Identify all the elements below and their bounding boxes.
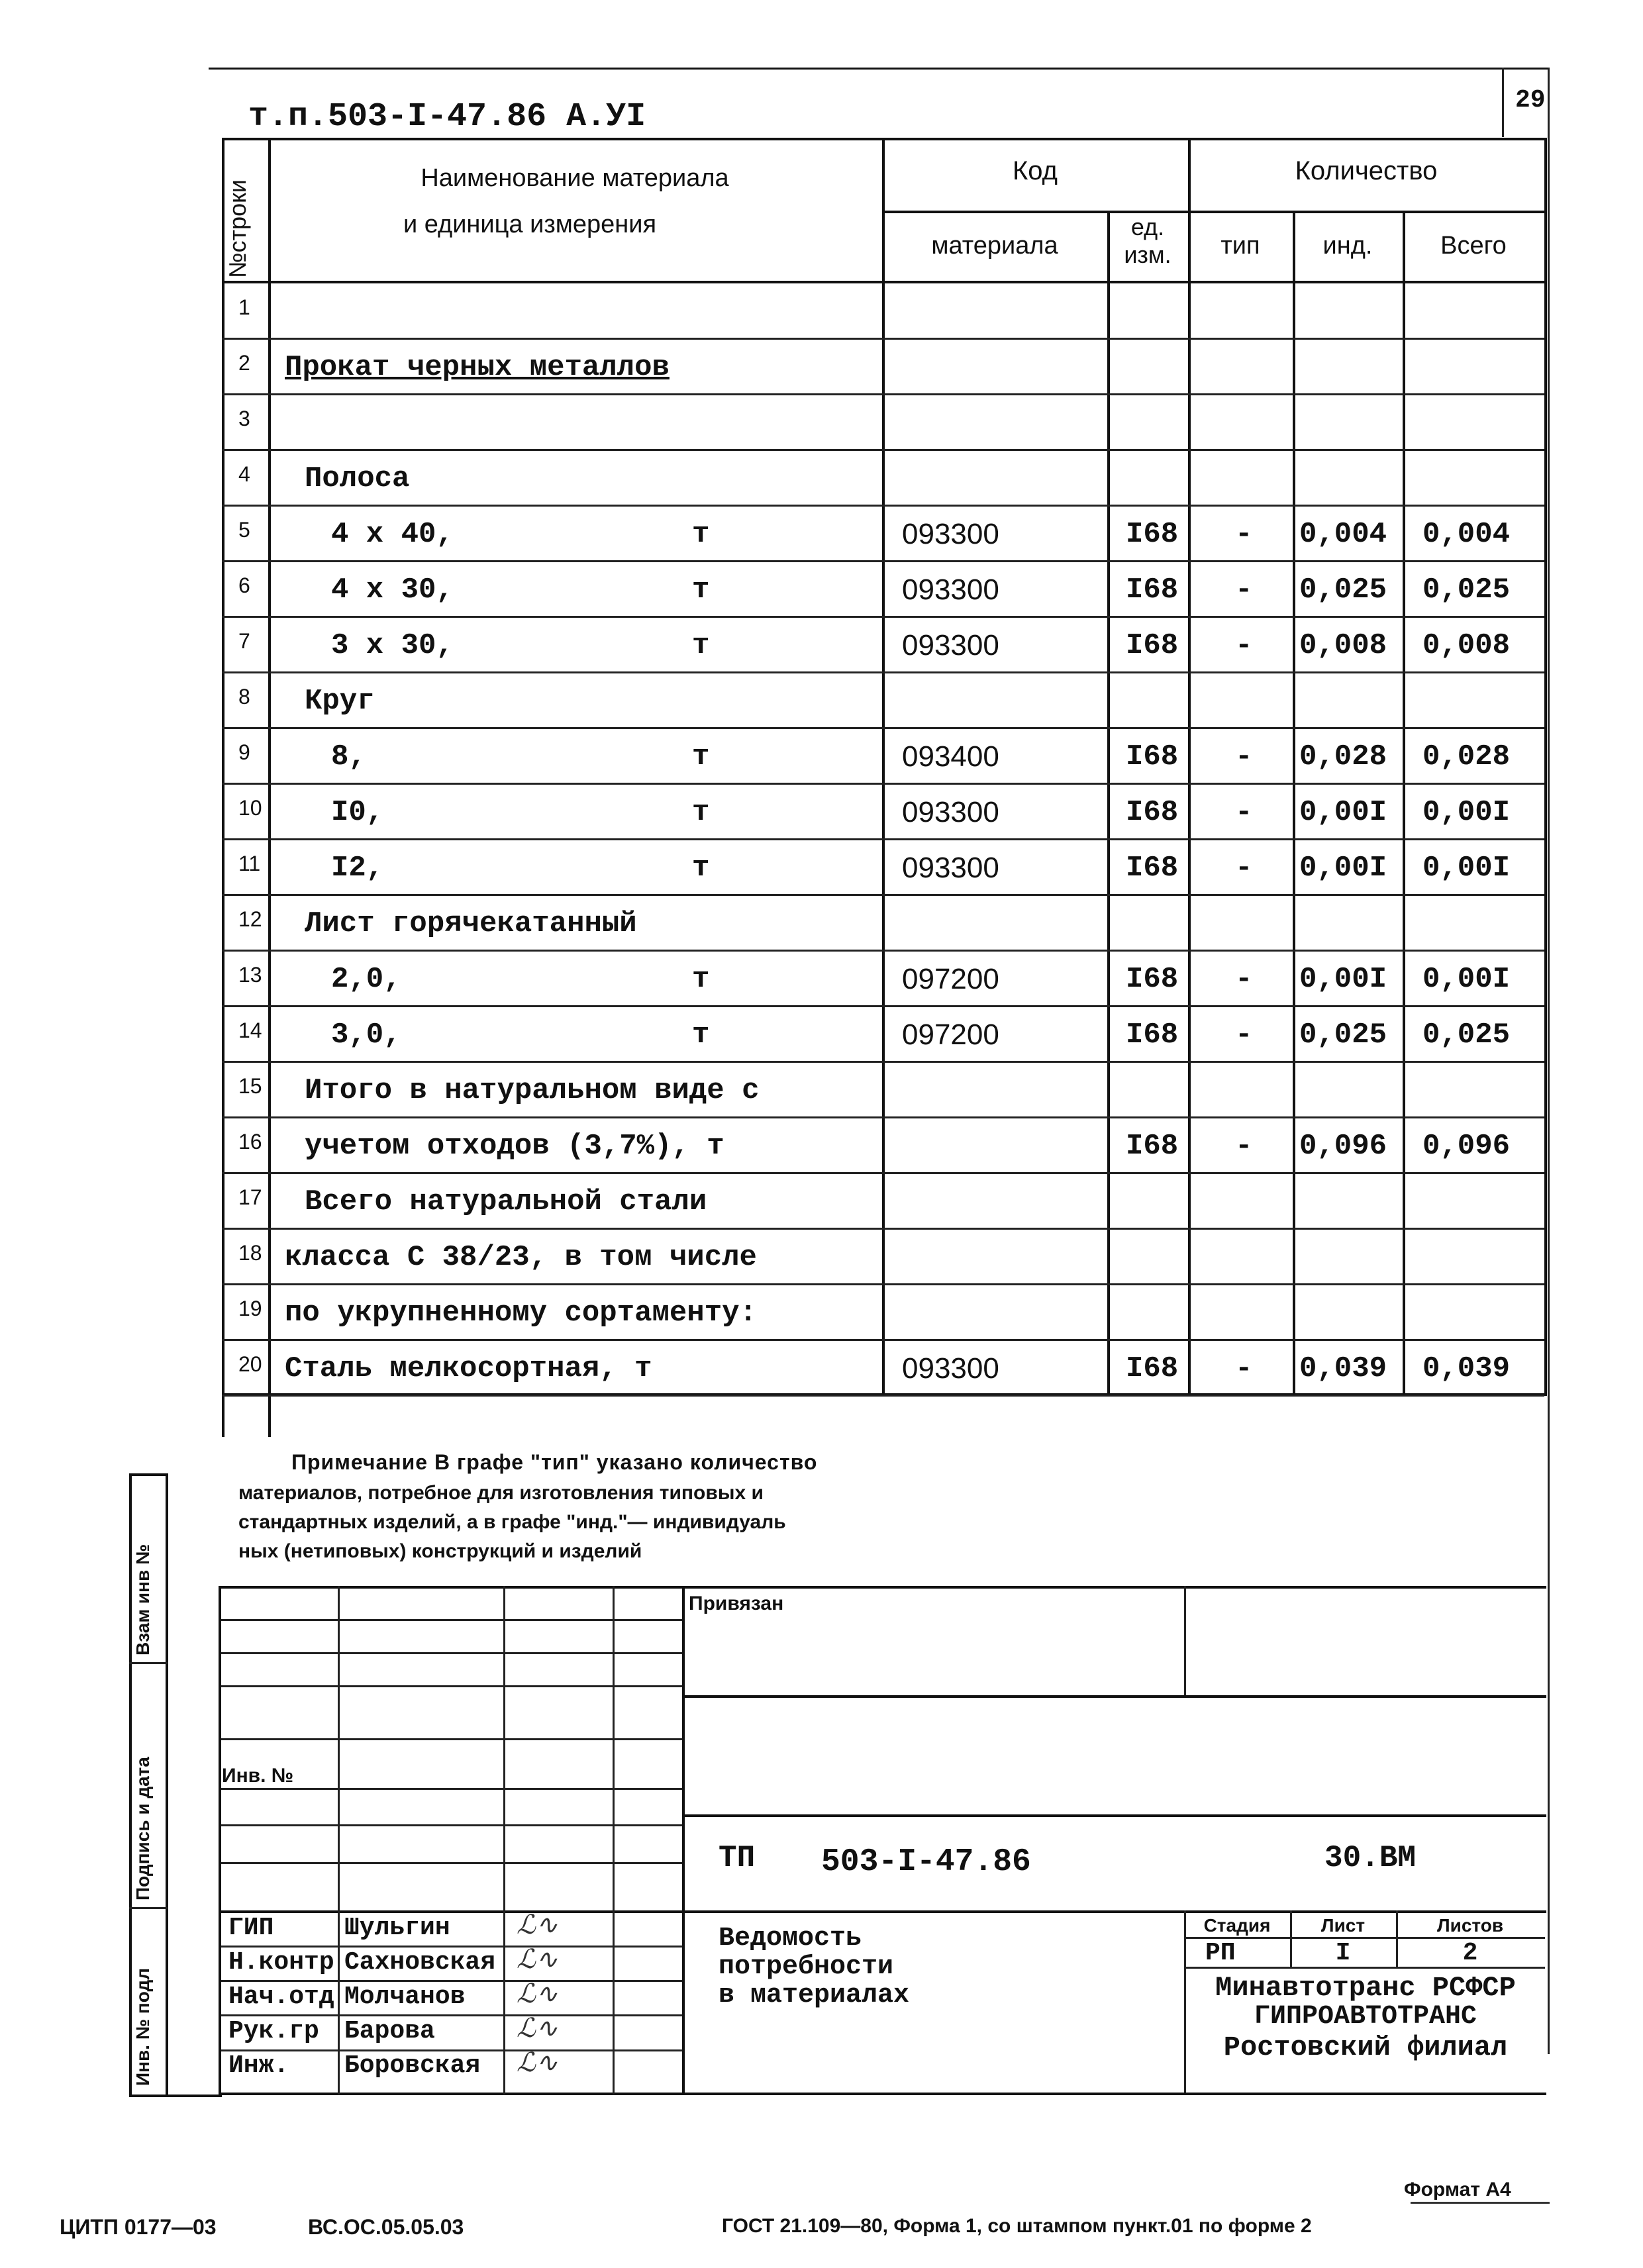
col-code-header: Код <box>1012 156 1058 185</box>
cell-type: - <box>1235 629 1253 662</box>
handwritten-signature: ℒ∿ <box>517 1979 558 2009</box>
sheets-value: 2 <box>1462 1939 1478 1967</box>
handwritten-signature: ℒ∿ <box>517 1910 558 1940</box>
signature-role: Н.контр <box>228 1948 334 1977</box>
row-divider <box>222 838 1544 840</box>
inv-number-label: Инв. № <box>222 1765 294 1787</box>
cell-name: 8, <box>331 740 366 773</box>
row-divider <box>222 950 1544 952</box>
row-divider <box>222 783 1544 785</box>
col-qty-header: Количество <box>1295 156 1438 185</box>
cell-meas: I68 <box>1126 629 1179 662</box>
doc-title-line1: Ведомость <box>719 1924 862 1953</box>
signature-name: Молчанов <box>344 1983 466 2011</box>
org-line1: Минавтотранс РСФСР <box>1215 1972 1516 2004</box>
cell-unit: т <box>692 852 710 885</box>
side-label-replace-inv: Взам инв № <box>132 1544 153 1655</box>
row-divider <box>222 1172 1544 1174</box>
cell-n: 4 <box>238 462 250 486</box>
footer-mid-code: ВС.ОС.05.05.03 <box>308 2215 464 2239</box>
cell-name: Всего натуральной стали <box>305 1185 707 1218</box>
row-divider <box>222 1395 1544 1397</box>
cell-n: 15 <box>238 1074 262 1098</box>
row-divider <box>222 505 1544 507</box>
row-divider <box>222 1005 1544 1007</box>
col-name-header-line2: и единица измерения <box>403 211 657 238</box>
doc-reference: т.п.503-I-47.86 А.УI <box>248 98 646 136</box>
cell-unit: т <box>692 1018 710 1052</box>
cell-total: 0,025 <box>1422 573 1511 607</box>
cell-code: 093300 <box>902 573 999 606</box>
col-total-header: Всего <box>1440 232 1507 260</box>
cell-n: 12 <box>238 907 262 931</box>
cell-ind: 0,00I <box>1299 963 1387 996</box>
cell-meas: I68 <box>1126 740 1179 773</box>
cell-ind: 0,008 <box>1299 629 1387 662</box>
cell-ind: 0,004 <box>1299 518 1387 551</box>
col-material-header: материала <box>931 232 1058 260</box>
cell-code: 093400 <box>902 740 999 773</box>
side-label-signature-date: Подпись и дата <box>132 1757 153 1900</box>
sheets-label: Листов <box>1436 1915 1504 1936</box>
row-divider <box>222 1061 1544 1063</box>
cell-total: 0,004 <box>1422 518 1511 551</box>
cell-name: 4 х 30, <box>331 573 454 607</box>
cell-meas: I68 <box>1126 518 1179 551</box>
cell-unit: т <box>692 573 710 607</box>
sheet-value: I <box>1335 1939 1351 1967</box>
note-line: стандартных изделий, а в графе "инд."— индивидуаль <box>238 1511 786 1533</box>
signature-role: Инж. <box>228 2051 289 2080</box>
row-divider <box>222 894 1544 896</box>
cell-total: 0,039 <box>1422 1352 1511 1385</box>
cell-meas: I68 <box>1126 573 1179 607</box>
row-divider <box>222 449 1544 451</box>
cell-total: 0,00I <box>1422 963 1511 996</box>
cell-type: - <box>1235 796 1253 829</box>
cell-n: 10 <box>238 796 262 820</box>
col-unit-header-line2: изм. <box>1124 241 1171 268</box>
cell-n: 1 <box>238 295 250 319</box>
page-number: 29 <box>1515 86 1546 115</box>
cell-total: 0,028 <box>1422 740 1511 773</box>
signature-role: Нач.отд <box>228 1983 334 2011</box>
cell-code: 097200 <box>902 1018 999 1051</box>
cell-ind: 0,028 <box>1299 740 1387 773</box>
cell-unit: т <box>692 629 710 662</box>
row-divider <box>222 616 1544 618</box>
col-type-header: тип <box>1220 232 1260 260</box>
cell-name: Итого в натуральном виде с <box>305 1074 760 1107</box>
cell-name: 2,0, <box>331 963 401 996</box>
cell-name: Сталь мелкосортная, т <box>285 1352 652 1385</box>
cell-name: Прокат черных металлов <box>285 351 670 384</box>
row-divider <box>222 338 1544 340</box>
privyazan-label: Привязан <box>689 1593 784 1614</box>
row-divider <box>222 1228 1544 1230</box>
col-name-header-line1: Наименование материала <box>421 164 729 192</box>
side-label-inv-orig: Инв. № подл <box>132 1967 153 2086</box>
cell-n: 6 <box>238 573 250 597</box>
cell-name: по укрупненному сортаменту: <box>285 1297 757 1330</box>
cell-total: 0,096 <box>1422 1130 1511 1163</box>
signature-role: ГИП <box>228 1914 274 1942</box>
cell-meas: I68 <box>1126 1352 1179 1385</box>
cell-meas: I68 <box>1126 963 1179 996</box>
cell-ind: 0,00I <box>1299 796 1387 829</box>
cell-n: 2 <box>238 351 250 375</box>
stage-label: Стадия <box>1203 1915 1271 1936</box>
cell-n: 8 <box>238 685 250 709</box>
cell-type: - <box>1235 963 1253 996</box>
row-divider <box>222 1116 1544 1118</box>
cell-n: 20 <box>238 1352 262 1376</box>
signature-name: Боровская <box>344 2051 481 2080</box>
cell-n: 9 <box>238 740 250 764</box>
format-label: Формат А4 <box>1404 2179 1511 2200</box>
footer-left-code: ЦИТП 0177—03 <box>60 2215 217 2239</box>
cell-meas: I68 <box>1126 796 1179 829</box>
tp-label: ТП <box>719 1841 756 1875</box>
cell-name: Лист горячекатанный <box>305 907 637 940</box>
row-divider <box>222 560 1544 562</box>
tp-number: 503-I-47.86 <box>821 1844 1031 1880</box>
cell-name: 4 х 40, <box>331 518 454 551</box>
cell-type: - <box>1235 518 1253 551</box>
org-line3: Ростовский филиал <box>1223 2032 1508 2063</box>
cell-meas: I68 <box>1126 1018 1179 1052</box>
cell-n: 11 <box>238 852 261 875</box>
signature-role: Рук.гр <box>228 2017 319 2046</box>
cell-n: 13 <box>238 963 262 987</box>
cell-ind: 0,025 <box>1299 1018 1387 1052</box>
cell-name: 3 х 30, <box>331 629 454 662</box>
org-line2: ГИПРОАВТОТРАНС <box>1254 2002 1477 2032</box>
stage-value: РП <box>1205 1939 1236 1967</box>
format-underline <box>1411 2202 1550 2204</box>
cell-name: 3,0, <box>331 1018 401 1052</box>
cell-ind: 0,039 <box>1299 1352 1387 1385</box>
col-unit-header-line1: ед. <box>1130 213 1165 240</box>
cell-code: 093300 <box>902 518 999 550</box>
cell-unit: т <box>692 518 710 551</box>
cell-n: 16 <box>238 1130 262 1154</box>
cell-meas: I68 <box>1126 1130 1179 1163</box>
cell-code: 093300 <box>902 796 999 828</box>
cell-total: 0,025 <box>1422 1018 1511 1052</box>
cell-unit: т <box>692 963 710 996</box>
doc-title-line2: потребности <box>719 1952 894 1982</box>
cell-name: класса С 38/23, в том числе <box>285 1241 757 1274</box>
cell-n: 19 <box>238 1297 262 1320</box>
cell-n: 18 <box>238 1241 262 1265</box>
doc-title-line3: в материалах <box>719 1981 910 2010</box>
cell-ind: 0,096 <box>1299 1130 1387 1163</box>
cell-code: 097200 <box>902 963 999 995</box>
row-divider <box>222 1339 1544 1341</box>
cell-type: - <box>1235 740 1253 773</box>
row-divider <box>222 727 1544 729</box>
cell-code: 093300 <box>902 852 999 884</box>
cell-total: 0,008 <box>1422 629 1511 662</box>
cell-name: Круг <box>305 685 375 718</box>
note-line: материалов, потребное для изготовления типовых и <box>238 1482 764 1504</box>
cell-n: 14 <box>238 1018 262 1042</box>
note-line: ных (нетиповых) конструкций и изделий <box>238 1540 642 1562</box>
handwritten-signature: ℒ∿ <box>517 2013 558 2044</box>
cell-type: - <box>1235 852 1253 885</box>
cell-n: 3 <box>238 407 250 430</box>
cell-total: 0,00I <box>1422 796 1511 829</box>
cell-meas: I68 <box>1126 852 1179 885</box>
cell-name: Полоса <box>305 462 410 495</box>
cell-n: 7 <box>238 629 250 653</box>
cell-type: - <box>1235 1352 1253 1385</box>
cell-n: 5 <box>238 518 250 542</box>
note-line: Примечание В графе "тип" указано количество <box>291 1450 818 1474</box>
cell-type: - <box>1235 573 1253 607</box>
cell-unit: т <box>692 796 710 829</box>
cell-code: 093300 <box>902 629 999 662</box>
cell-type: - <box>1235 1130 1253 1163</box>
cell-name: I0, <box>331 796 384 829</box>
doc-code: 30.ВМ <box>1324 1841 1417 1875</box>
row-divider <box>222 671 1544 673</box>
col-rownum-header: №строки <box>224 179 251 278</box>
cell-ind: 0,00I <box>1299 852 1387 885</box>
cell-n: 17 <box>238 1185 262 1209</box>
handwritten-signature: ℒ∿ <box>517 2047 558 2078</box>
cell-type: - <box>1235 1018 1253 1052</box>
cell-unit: т <box>692 740 710 773</box>
signature-name: Барова <box>344 2017 435 2046</box>
handwritten-signature: ℒ∿ <box>517 1944 558 1975</box>
footer-gost: ГОСТ 21.109—80, Форма 1, со штампом пункт.01 по форме 2 <box>722 2215 1312 2237</box>
row-divider <box>222 1283 1544 1285</box>
cell-ind: 0,025 <box>1299 573 1387 607</box>
signature-name: Шульгин <box>344 1914 450 1942</box>
sheet-label: Лист <box>1320 1915 1366 1936</box>
cell-code: 093300 <box>902 1352 999 1385</box>
signature-name: Сахновская <box>344 1948 496 1977</box>
cell-total: 0,00I <box>1422 852 1511 885</box>
cell-name: учетом отходов (3,7%), т <box>305 1130 724 1163</box>
row-divider <box>222 393 1544 395</box>
cell-name: I2, <box>331 852 384 885</box>
col-ind-header: инд. <box>1322 232 1373 260</box>
